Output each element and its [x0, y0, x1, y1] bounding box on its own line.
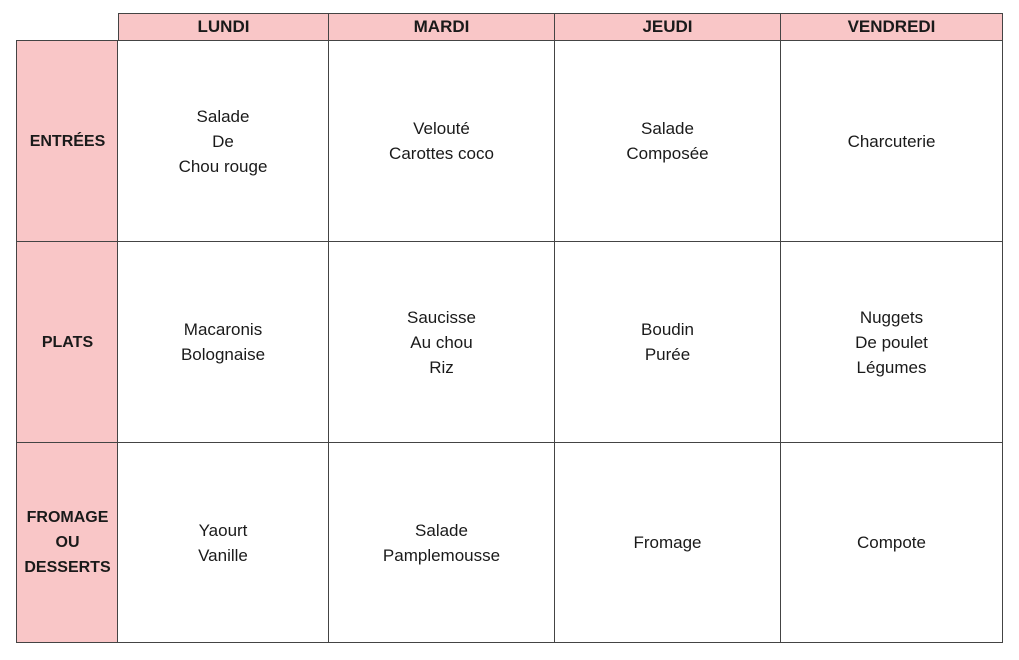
- menu-line: Légumes: [856, 357, 927, 377]
- menu-cell-vendredi-entree: [780, 40, 1003, 241]
- column-header-jeudi: JEUDI: [555, 13, 781, 40]
- menu-line: Nuggets: [859, 307, 924, 327]
- row-header-fromage-desserts: [16, 442, 118, 643]
- table-corner: [16, 13, 118, 40]
- menu-line: Au chou: [410, 332, 473, 352]
- menu-cell-jeudi-dessert: [554, 442, 781, 643]
- menu-line: Salade: [415, 520, 468, 540]
- menu-cell-vendredi-plat: [780, 241, 1003, 442]
- menu-line: De poulet: [855, 332, 928, 352]
- menu-line: Riz: [429, 357, 454, 377]
- menu-line: Composée: [626, 144, 709, 163]
- menu-line: Velouté: [413, 119, 470, 138]
- menu-line: Bolognaise: [180, 345, 266, 364]
- menu-cell-jeudi-entree: [554, 40, 781, 241]
- menu-line: De: [212, 131, 234, 151]
- weekly-menu-table: [16, 13, 1003, 643]
- menu-line: Carottes coco: [389, 144, 494, 163]
- menu-line: Salade: [641, 119, 694, 138]
- menu-cell-jeudi-plat: [554, 241, 781, 442]
- menu-line: Yaourt: [198, 520, 248, 540]
- row-header-line: DESSERTS: [24, 559, 111, 576]
- menu-line: Purée: [644, 345, 691, 364]
- menu-cell-lundi-plat: [117, 241, 329, 442]
- row-header-plats: [16, 241, 118, 442]
- row-header-line: FROMAGE: [26, 509, 109, 526]
- menu-line: Salade: [196, 106, 250, 126]
- menu-line: Macaronis: [183, 320, 263, 339]
- menu-cell-mardi-entree: [328, 40, 555, 241]
- menu-line: Vanille: [198, 545, 248, 565]
- column-header-mardi: MARDI: [329, 13, 555, 40]
- menu-cell-vendredi-dessert: [780, 442, 1003, 643]
- menu-cell-mardi-dessert: [328, 442, 555, 643]
- row-header-line: PLATS: [41, 333, 94, 351]
- column-header-vendredi: VENDREDI: [781, 13, 1003, 40]
- menu-cell-lundi-dessert: [117, 442, 329, 643]
- column-header-lundi: LUNDI: [118, 13, 329, 40]
- menu-cell-mardi-plat: [328, 241, 555, 442]
- menu-line: Saucisse: [407, 307, 476, 327]
- menu-line: Charcuterie: [847, 131, 936, 151]
- menu-line: Fromage: [633, 533, 702, 552]
- row-header-entrees: [16, 40, 118, 241]
- menu-line: Compote: [857, 533, 926, 552]
- row-header-line: OU: [55, 534, 80, 551]
- menu-line: Boudin: [641, 320, 694, 339]
- row-header-line: ENTRÉES: [29, 132, 106, 150]
- menu-cell-lundi-entree: [117, 40, 329, 241]
- menu-line: Pamplemousse: [382, 545, 501, 565]
- menu-line: Chou rouge: [178, 156, 268, 176]
